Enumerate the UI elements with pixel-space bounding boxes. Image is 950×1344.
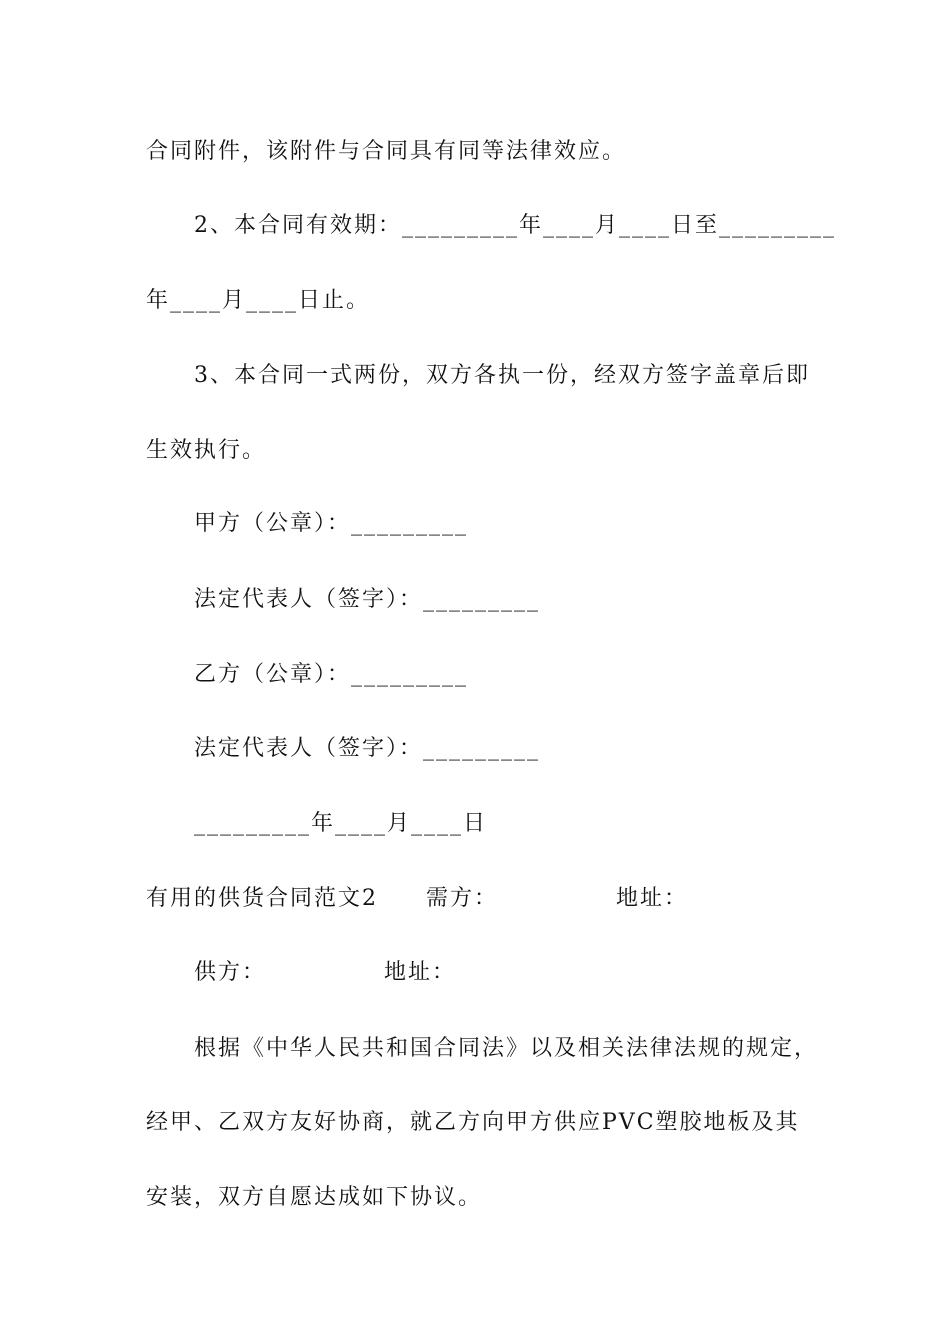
preamble-paragraph-continued: 经甲、乙双方友好协商，就乙方向甲方供应PVC塑胶地板及其	[146, 1110, 800, 1135]
paragraph-attachment-clause: 合同附件，该附件与合同具有同等法律效应。	[146, 139, 627, 164]
clause-copies-end: 生效执行。	[146, 438, 267, 463]
party-a-seal-line: 甲方（公章）：_________	[194, 511, 469, 536]
party-a-representative-line: 法定代表人（签字）：_________	[194, 587, 541, 612]
preamble-paragraph-end: 安装，双方自愿达成如下协议。	[146, 1185, 483, 1210]
clause-validity-period: 2、本合同有效期：_________年____月____日至_________	[194, 213, 836, 238]
supplier-address-line: 供方： 地址：	[194, 960, 456, 985]
party-b-seal-line: 乙方（公章）：_________	[194, 662, 469, 687]
party-b-representative-line: 法定代表人（签字）：_________	[194, 736, 541, 761]
clause-validity-period-end: 年____月____日止。	[146, 288, 371, 313]
clause-copies: 3、本合同一式两份，双方各执一份，经双方签字盖章后即	[194, 363, 810, 388]
preamble-paragraph: 根据《中华人民共和国合同法》以及相关法律法规的规定，	[194, 1036, 819, 1061]
signing-date-line: _________年____月____日	[194, 811, 488, 836]
contract-sample-2-heading: 有用的供货合同范文2 需方： 地址：	[146, 886, 688, 911]
